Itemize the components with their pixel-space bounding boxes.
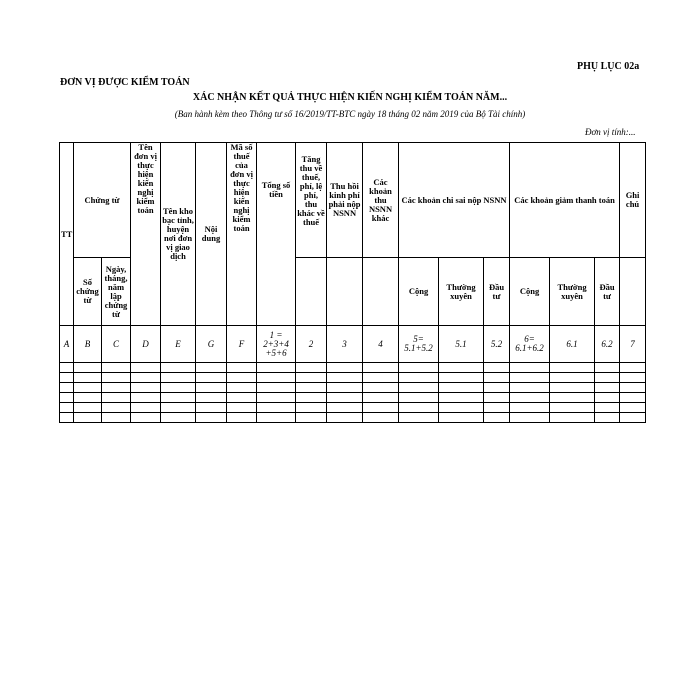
table-row (60, 373, 646, 383)
table-row (60, 413, 646, 423)
header-thu-hoi: Thu hồi kinh phí phải nộp NSNN (327, 143, 363, 258)
code-cell: C (102, 326, 131, 363)
header-thuong-xuyen-5: Thường xuyên (439, 258, 484, 326)
code-cell: 1 = 2+3+4 +5+6 (257, 326, 296, 363)
header-ma-so-thue: Mã số thuế của đơn vị thực hiện kiến nghị kiểm toán (227, 143, 257, 326)
column-code-row (60, 326, 646, 363)
header-chung-tu: Chứng từ (74, 143, 131, 258)
currency-unit-label: Đơn vị tính:... (585, 127, 636, 137)
code-cell: 6= 6.1+6.2 (510, 326, 550, 363)
code-cell: 3 (327, 326, 363, 363)
table-row (60, 393, 646, 403)
header-giam-thanh-toan: Các khoản giảm thanh toán (510, 143, 620, 258)
code-cell: B (74, 326, 102, 363)
code-cell: 6.1 (550, 326, 595, 363)
header-row-main (60, 143, 646, 258)
header-tt: TT (60, 143, 74, 326)
table-row (60, 403, 646, 413)
empty-cell (327, 258, 363, 326)
empty-cell (363, 258, 399, 326)
header-tong-so-tien: Tổng số tiền (257, 143, 296, 326)
code-cell: 5.1 (439, 326, 484, 363)
code-cell: 5= 5.1+5.2 (399, 326, 439, 363)
audited-unit-label: ĐƠN VỊ ĐƯỢC KIỂM TOÁN (60, 77, 190, 88)
header-ghi-chu: Ghi chú (620, 143, 646, 258)
header-dau-tu-6: Đầu tư (595, 258, 620, 326)
code-cell: 6.2 (595, 326, 620, 363)
code-cell: 2 (296, 326, 327, 363)
empty-cell (620, 258, 646, 326)
header-ngay-lap: Ngày, tháng, năm lập chứng từ (102, 258, 131, 326)
code-cell: G (196, 326, 227, 363)
header-thuong-xuyen-6: Thường xuyên (550, 258, 595, 326)
code-cell: E (161, 326, 196, 363)
header-cac-khoan-thu: Các khoản thu NSNN khác (363, 143, 399, 258)
header-tang-thu: Tăng thu về thuế, phí, lệ phí, thu khác về thuế (296, 143, 327, 258)
audit-results-table (59, 142, 646, 423)
table-row (60, 383, 646, 393)
appendix-label: PHỤ LỤC 02a (577, 61, 640, 72)
document-subtitle: (Ban hành kèm theo Thông tư số 16/2019/TT-BTC ngày 18 tháng 02 năm 2019 của Bộ Tài chính) (174, 109, 526, 119)
header-cong-5: Cộng (399, 258, 439, 326)
header-ten-kho-bac: Tên kho bạc tỉnh, huyện nơi đơn vị giao dịch (161, 143, 196, 326)
code-cell: 7 (620, 326, 646, 363)
code-cell: 5.2 (484, 326, 510, 363)
document-title: XÁC NHẬN KẾT QUẢ THỰC HIỆN KIẾN NGHỊ KIỂM TOÁN NĂM... (192, 92, 508, 103)
code-cell: F (227, 326, 257, 363)
code-cell: D (131, 326, 161, 363)
header-ten-don-vi: Tên đơn vị thực hiện kiến nghị kiểm toán (131, 143, 161, 326)
empty-cell (296, 258, 327, 326)
header-noi-dung: Nội dung (196, 143, 227, 326)
header-dau-tu-5: Đầu tư (484, 258, 510, 326)
code-cell: A (60, 326, 74, 363)
header-cong-6: Cộng (510, 258, 550, 326)
header-chi-sai: Các khoản chi sai nộp NSNN (399, 143, 510, 258)
header-so-chung-tu: Số chứng từ (74, 258, 102, 326)
code-cell: 4 (363, 326, 399, 363)
table-row (60, 363, 646, 373)
